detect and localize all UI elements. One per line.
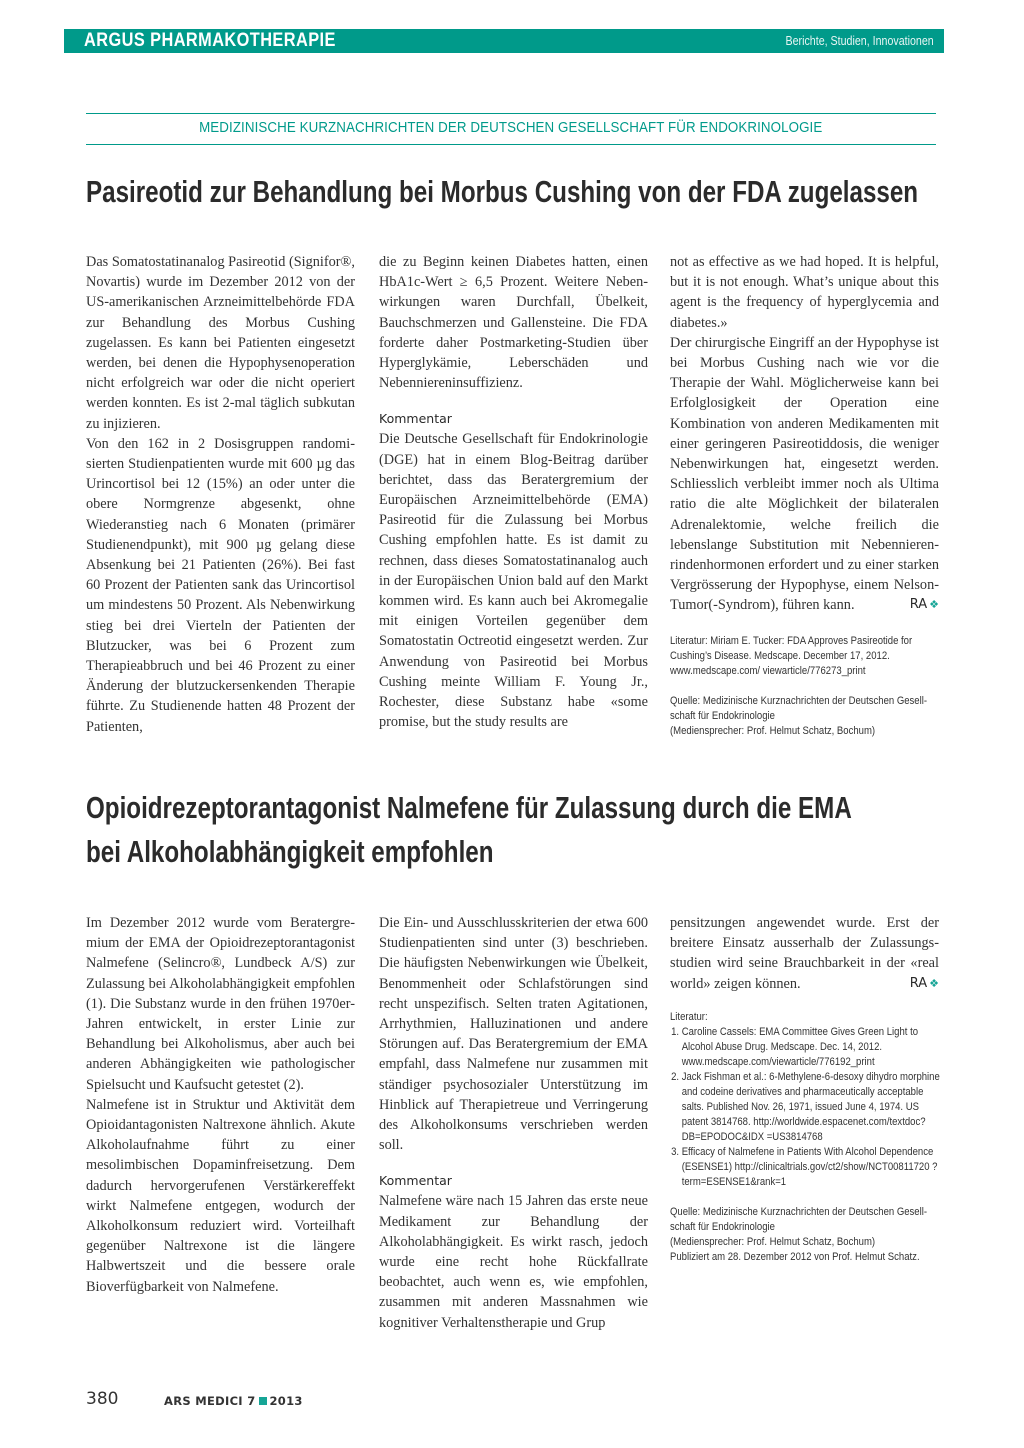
paragraph: die zu Beginn keinen Diabetes hatten, einen HbA1c-Wert ≥ 6,5 Prozent. Weitere Nebenwirkungen waren Durchfall, Übelkeit, Bauchschmerzen und Gallensteine. Die FDA forderte daher Postmarketing-Studien über Hyperglykämie, Leberschäden und Nebenniereninsuffizienz. <box>379 254 648 392</box>
journal-info: ARS MEDICI 7 2013 <box>164 1394 303 1408</box>
diamond-icon: ❖ <box>929 976 939 990</box>
reference-item: 2. Jack Fishman et al.: 6-Methylene-6-desoxy dihydro morphine and codeine derivatives and pharmaceutically acceptable salts. Published Nov. 26, 1971, issued June 4, 1974. US patent 3814768. http://worldwide.espacenet.com/textdoc?DB=EPODOC&IDX =US3814768 <box>682 1070 940 1145</box>
diamond-icon: ❖ <box>929 598 939 612</box>
article2-column-2 <box>379 913 648 1333</box>
paragraph: Der chirurgische Eingriff an der Hypophyse ist bei Morbus Cushing nach wie vor die Therapie der Wahl. Möglicherweise kann bei Erfolglosigkeit der Operation eine Kombination von anderen Medikamenten mit einer geringeren Pasireotiddosis, die weniger Nebenwirkungen hat, eingesetzt werden. Schliesslich verbleibt immer noch als Ultima ratio die alte Möglichkeit der bilateralen Adrenalektomie, welche freilich die lebenslange Substitution mit Nebennierenrindenhormonen erfordert und zu einer starken Vergrösserung der Hypophyse, einem Nelson-Tumor(-Syndrom), führen kann. RA ❖ <box>670 333 939 616</box>
header-bar <box>64 29 944 53</box>
author-signature: RA ❖ <box>909 975 939 991</box>
page-number: 380 <box>86 1389 119 1409</box>
rubric-text: MEDIZINISCHE KURZNACHRICHTEN DER DEUTSCHEN GESELLSCHAFT FÜR ENDOKRINOLOGIE <box>199 120 823 136</box>
reference-list <box>670 1025 940 1190</box>
section-rubric <box>86 113 936 145</box>
author-signature: RA ❖ <box>909 597 939 613</box>
article2-column-1 <box>86 913 355 1297</box>
article2-title: Opioidrezeptorantagonist Nalmefene für Zulassung durch die EMA bei Alkoholabhängigkeit empfohlen <box>86 790 852 869</box>
paragraph: Nalmefene ist in Struktur und Aktivität dem Opioidantagonisten Naltrexone ähnlich. Akute Alkoholaufnahme führt zu einer mesolimbischen Dopaminfreisetzung. Dem dadurch hervorgerufenen Verstärkereffekt wirkt Nalmefene entgegen, wodurch der Alkoholkonsum reduziert wird. Vorteilhaft gegenüber Naltrexone ist die längere Halbwertszeit und die bessere orale Bioverfügbarkeit von Nalmefene. <box>86 1096 355 1295</box>
article1-column-1 <box>86 252 355 737</box>
header-tagline: Berichte, Studien, Innovationen <box>785 33 934 48</box>
article1-title: Pasireotid zur Behandlung bei Morbus Cushing von der FDA zugelassen <box>86 174 919 209</box>
brand-title: ARGUS PHARMAKOTHERAPIE <box>84 30 336 51</box>
paragraph: Von den 162 in 2 Dosisgruppen randomisierten Studienpatienten wurde mit 600 µg das Urincortisol bei 12 (15%) an oder unter die obere Normgrenze abgesenkt, ohne Wiederanstieg nach 6 Monaten (primärer Studienendpunkt), mit 900 µg gelang diese Absenkung bei 21 Patienten (26%). Bei fast 60 Prozent der Patienten sank das Urincortisol um mindestens 50 Prozent. Als Nebenwirkung stieg bei drei Vierteln der Patienten der Blutzucker, was bei 6 Prozent zum Therapieabbruch und bei 46 Prozent zu einer Änderung der blutzuckersenkenden Therapie führte. Zu Studienende hatten 48 Prozent der Patienten, <box>86 435 355 735</box>
paragraph: Das Somatostatinanalog Pasireotid (Signifor®, Novartis) wurde im Dezember 2012 von der US-amerikanischen Arzneimittelbehörde FDA zur Behandlung des Morbus Cushing zugelassen. Es kann bei Patienten eingesetzt werden, bei denen die Hypophysenoperation nicht erfolgreich war oder die nicht operiert werden konnten. Es ist 2-mal täglich subkutan zu injizieren. <box>86 254 355 432</box>
article2-column-3 <box>670 913 939 1265</box>
comment-heading: Kommentar <box>379 411 452 427</box>
paragraph: pensitzungen angewendet wurde. Erst der breitere Einsatz ausserhalb der Zulassungsstudien wird seine Brauchbarkeit in der «real world» zeigen können. RA ❖ <box>670 913 939 994</box>
article1-column-2 <box>379 252 648 732</box>
paragraph: Die Ein- und Ausschlusskriterien der etwa 600 Studienpatienten sind unter (3) beschrieben. Die häufigsten Nebenwirkungen wie Übelkeit, Benommenheit oder Schlafstörungen sind recht unspezifisch. Selten traten Agitationen, Arrhythmien, Halluzinationen und andere Störungen auf. Das Beratergremium der EMA empfahl, dass Nalmefene nur zusammen mit ständiger psychosozialer Unterstützung im Hinblick auf Therapietreue und Verringerung des Alkoholkonsums verschrieben werden soll. <box>379 915 648 1154</box>
article1-column-3 <box>670 252 939 739</box>
square-icon <box>259 1397 267 1405</box>
paragraph: Die Deutsche Gesellschaft für Endokrinologie (DGE) hat in einem Blog-Beitrag darüber berichtet, dass das Beratergremium der Europäischen Arzneimittelbehörde (EMA) Pasireotid für die Zulassung bei Morbus Cushing empfohlen hatte. Es ist damit zu rechnen, dass dieses Somatostatinanalog auch in der Europäischen Union bald auf den Markt kommen wird. Es kann auch bei Akromegalie mit einigen Vorteilen gegenüber dem Somatostatin Octreotid eingesetzt werden. Zur Anwendung von Pasireotid bei Morbus Cushing meinte William F. Young Jr., Rochester, diese Substanz habe «some promise, but the study results are <box>379 431 648 731</box>
article2-literature: Literatur: 1. Caroline Cassels: EMA Committee Gives Green Light to Alcohol Abuse Drug. Medscape. Dec. 14, 2012. www.medscape.com/viewarticle/776192_print 2. Jack Fishman et al.: 6-Methylene-6-desoxy dihydro morphine and codeine derivatives and pharmaceutically acceptable salts. Published Nov. 26, 1971, issued June 4, 1974. US patent 3814768. http://worldwide.espacenet.com/textdoc?DB=EPODOC&IDX =US3814768 3. Efficacy of Nalmefene in Patients With Alcohol Dependence (ESENSE1) http://clinicaltrials.gov/ct2/show/NCT00811720 ?term=ESENSE1&rank=1 Quelle: Medizinische Kurznachrichten der Deutschen Gesellschaft für Endokrinologie (Mediensprecher: Prof. Helmut Schatz, Bochum) Publiziert am 28. Dezember 2012 von Prof. Helmut Schatz. <box>670 1010 940 1265</box>
reference-item: 3. Efficacy of Nalmefene in Patients With Alcohol Dependence (ESENSE1) http://clinicaltrials.gov/ct2/show/NCT00811720 ?term=ESENSE1&rank=1 <box>682 1145 940 1190</box>
paragraph: not as effective as we had hoped. It is helpful, but it is not enough. What’s unique about this agent is the frequency of hyperglycemia and diabetes.» <box>670 254 939 331</box>
paragraph: Im Dezember 2012 wurde vom Beratergremium der EMA der Opioidrezeptorantagonist Nalmefene (Selincro®, Lundbeck A/S) zur Zulassung bei Alkoholabhängigkeit empfohlen (1). Die Substanz wurde in den frühen 1970er-Jahren entwickelt, in erster Linie zur Behandlung bei Alkoholismus, aber auch bei anderen Abhängigkeiten wie pathologischer Spielsucht und Kaufsucht getestet (2). <box>86 915 355 1093</box>
comment-heading: Kommentar <box>379 1173 452 1189</box>
article1-literature: Literatur: Miriam E. Tucker: FDA Approves Pasireotide for Cushing’s Disease. Medscape. December 17, 2012. www.medscape.com/ viewarticle/776273_print Quelle: Medizinische Kurznachrichten der Deutschen Gesellschaft für Endokrinologie (Mediensprecher: Prof. Helmut Schatz, Bochum) <box>670 634 928 737</box>
reference-item: 1. Caroline Cassels: EMA Committee Gives Green Light to Alcohol Abuse Drug. Medscape. Dec. 14, 2012. www.medscape.com/viewarticle/776192_print <box>682 1025 940 1070</box>
paragraph: Nalmefene wäre nach 15 Jahren das erste neue Medikament zur Behandlung der Alkoholabhängigkeit. Es wirkt rasch, jedoch wurde eine recht hohe Rückfallrate beobachtet, auch wenn es, wie empfohlen, zusammen mit anderen Massnahmen wie kognitiver Verhaltenstherapie und Grup <box>379 1193 648 1331</box>
